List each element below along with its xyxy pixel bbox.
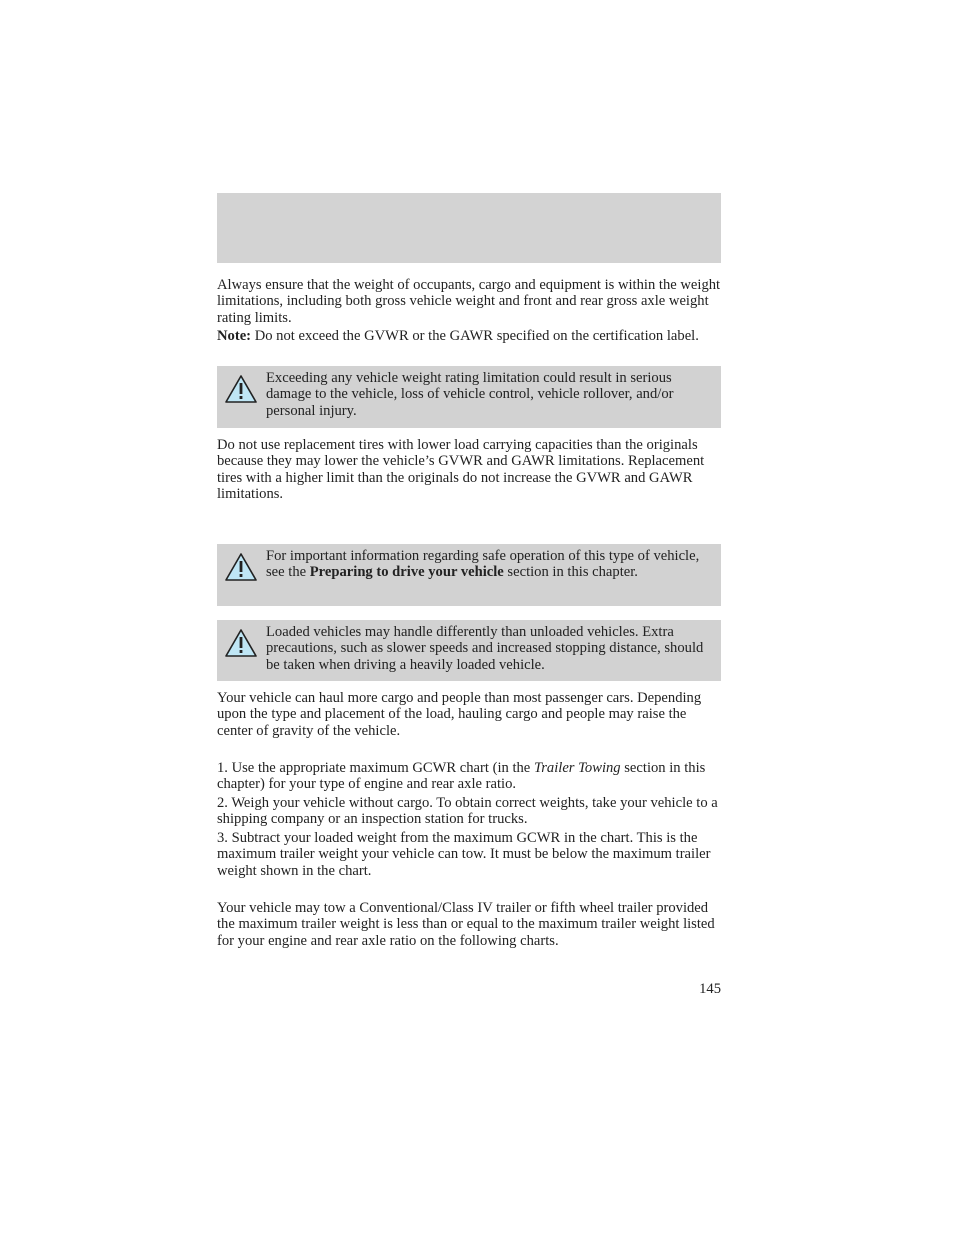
trailer-towing-reference: Trailer Towing [533, 760, 621, 776]
warning-text: For important information regarding safe operation of this type of vehicle, see the Preparing to drive your vehicle section in this chapter. [266, 548, 700, 581]
trailer-paragraph: Your vehicle may tow a Conventional/Class IV trailer or fifth wheel trailer provided the maximum trailer weight is less than or equal to the maximum trailer weight listed for your engine and rear axle ratio on the following charts. [217, 900, 715, 949]
header-bar [217, 193, 721, 263]
page-number: 145 [699, 981, 721, 997]
step-2: 2. Weigh your vehicle without cargo. To obtain correct weights, take your vehicle to a shipping company or an inspection station for trucks. [217, 795, 718, 828]
warning-text: Exceeding any vehicle weight rating limitation could result in serious damage to the vehicle, loss of vehicle control, vehicle rollover, and/or personal injury. [266, 370, 674, 419]
cross-reference-link: Preparing to drive your vehicle [309, 564, 504, 581]
warning-triangle-icon [224, 552, 258, 582]
warning-box-loaded-vehicle [217, 620, 721, 681]
warning-box-safe-operation [217, 544, 721, 606]
tires-paragraph: Do not use replacement tires with lower load carrying capacities than the originals because they may lower the vehicle’s GVWR and GAWR limitations. Replacement tires with a higher limit than the originals do not increase the GVWR and GAWR limitations. [217, 437, 705, 503]
step-1: 1. Use the appropriate maximum GCWR chart (in the Trailer Towing section in this chapter) for your type of engine and rear axle ratio. [217, 760, 706, 793]
warning-triangle-icon [224, 374, 258, 404]
intro-paragraph: Always ensure that the weight of occupants, cargo and equipment is within the weight limitations, including both gross vehicle weight and front and rear gross axle weight rating limits. [217, 277, 721, 326]
warning-box-weight-limit [217, 366, 721, 428]
cargo-paragraph: Your vehicle can haul more cargo and people than most passenger cars. Depending upon the type and placement of the load, hauling cargo and people may raise the center of gravity of the vehicle. [217, 690, 702, 739]
note-label: Note: [217, 328, 252, 344]
note-paragraph [217, 328, 721, 344]
warning-text: Loaded vehicles may handle differently than unloaded vehicles. Extra precautions, such as slower speeds and increased stopping distance, should be taken when driving a heavily loaded vehicle. [266, 624, 704, 673]
note-text: Do not exceed the GVWR or the GAWR specified on the certification label. [251, 328, 699, 344]
step-3: 3. Subtract your loaded weight from the maximum GCWR in the chart. This is the maximum trailer weight your vehicle can tow. It must be below the maximum trailer weight shown in the chart. [217, 830, 711, 879]
warning-triangle-icon [224, 628, 258, 658]
